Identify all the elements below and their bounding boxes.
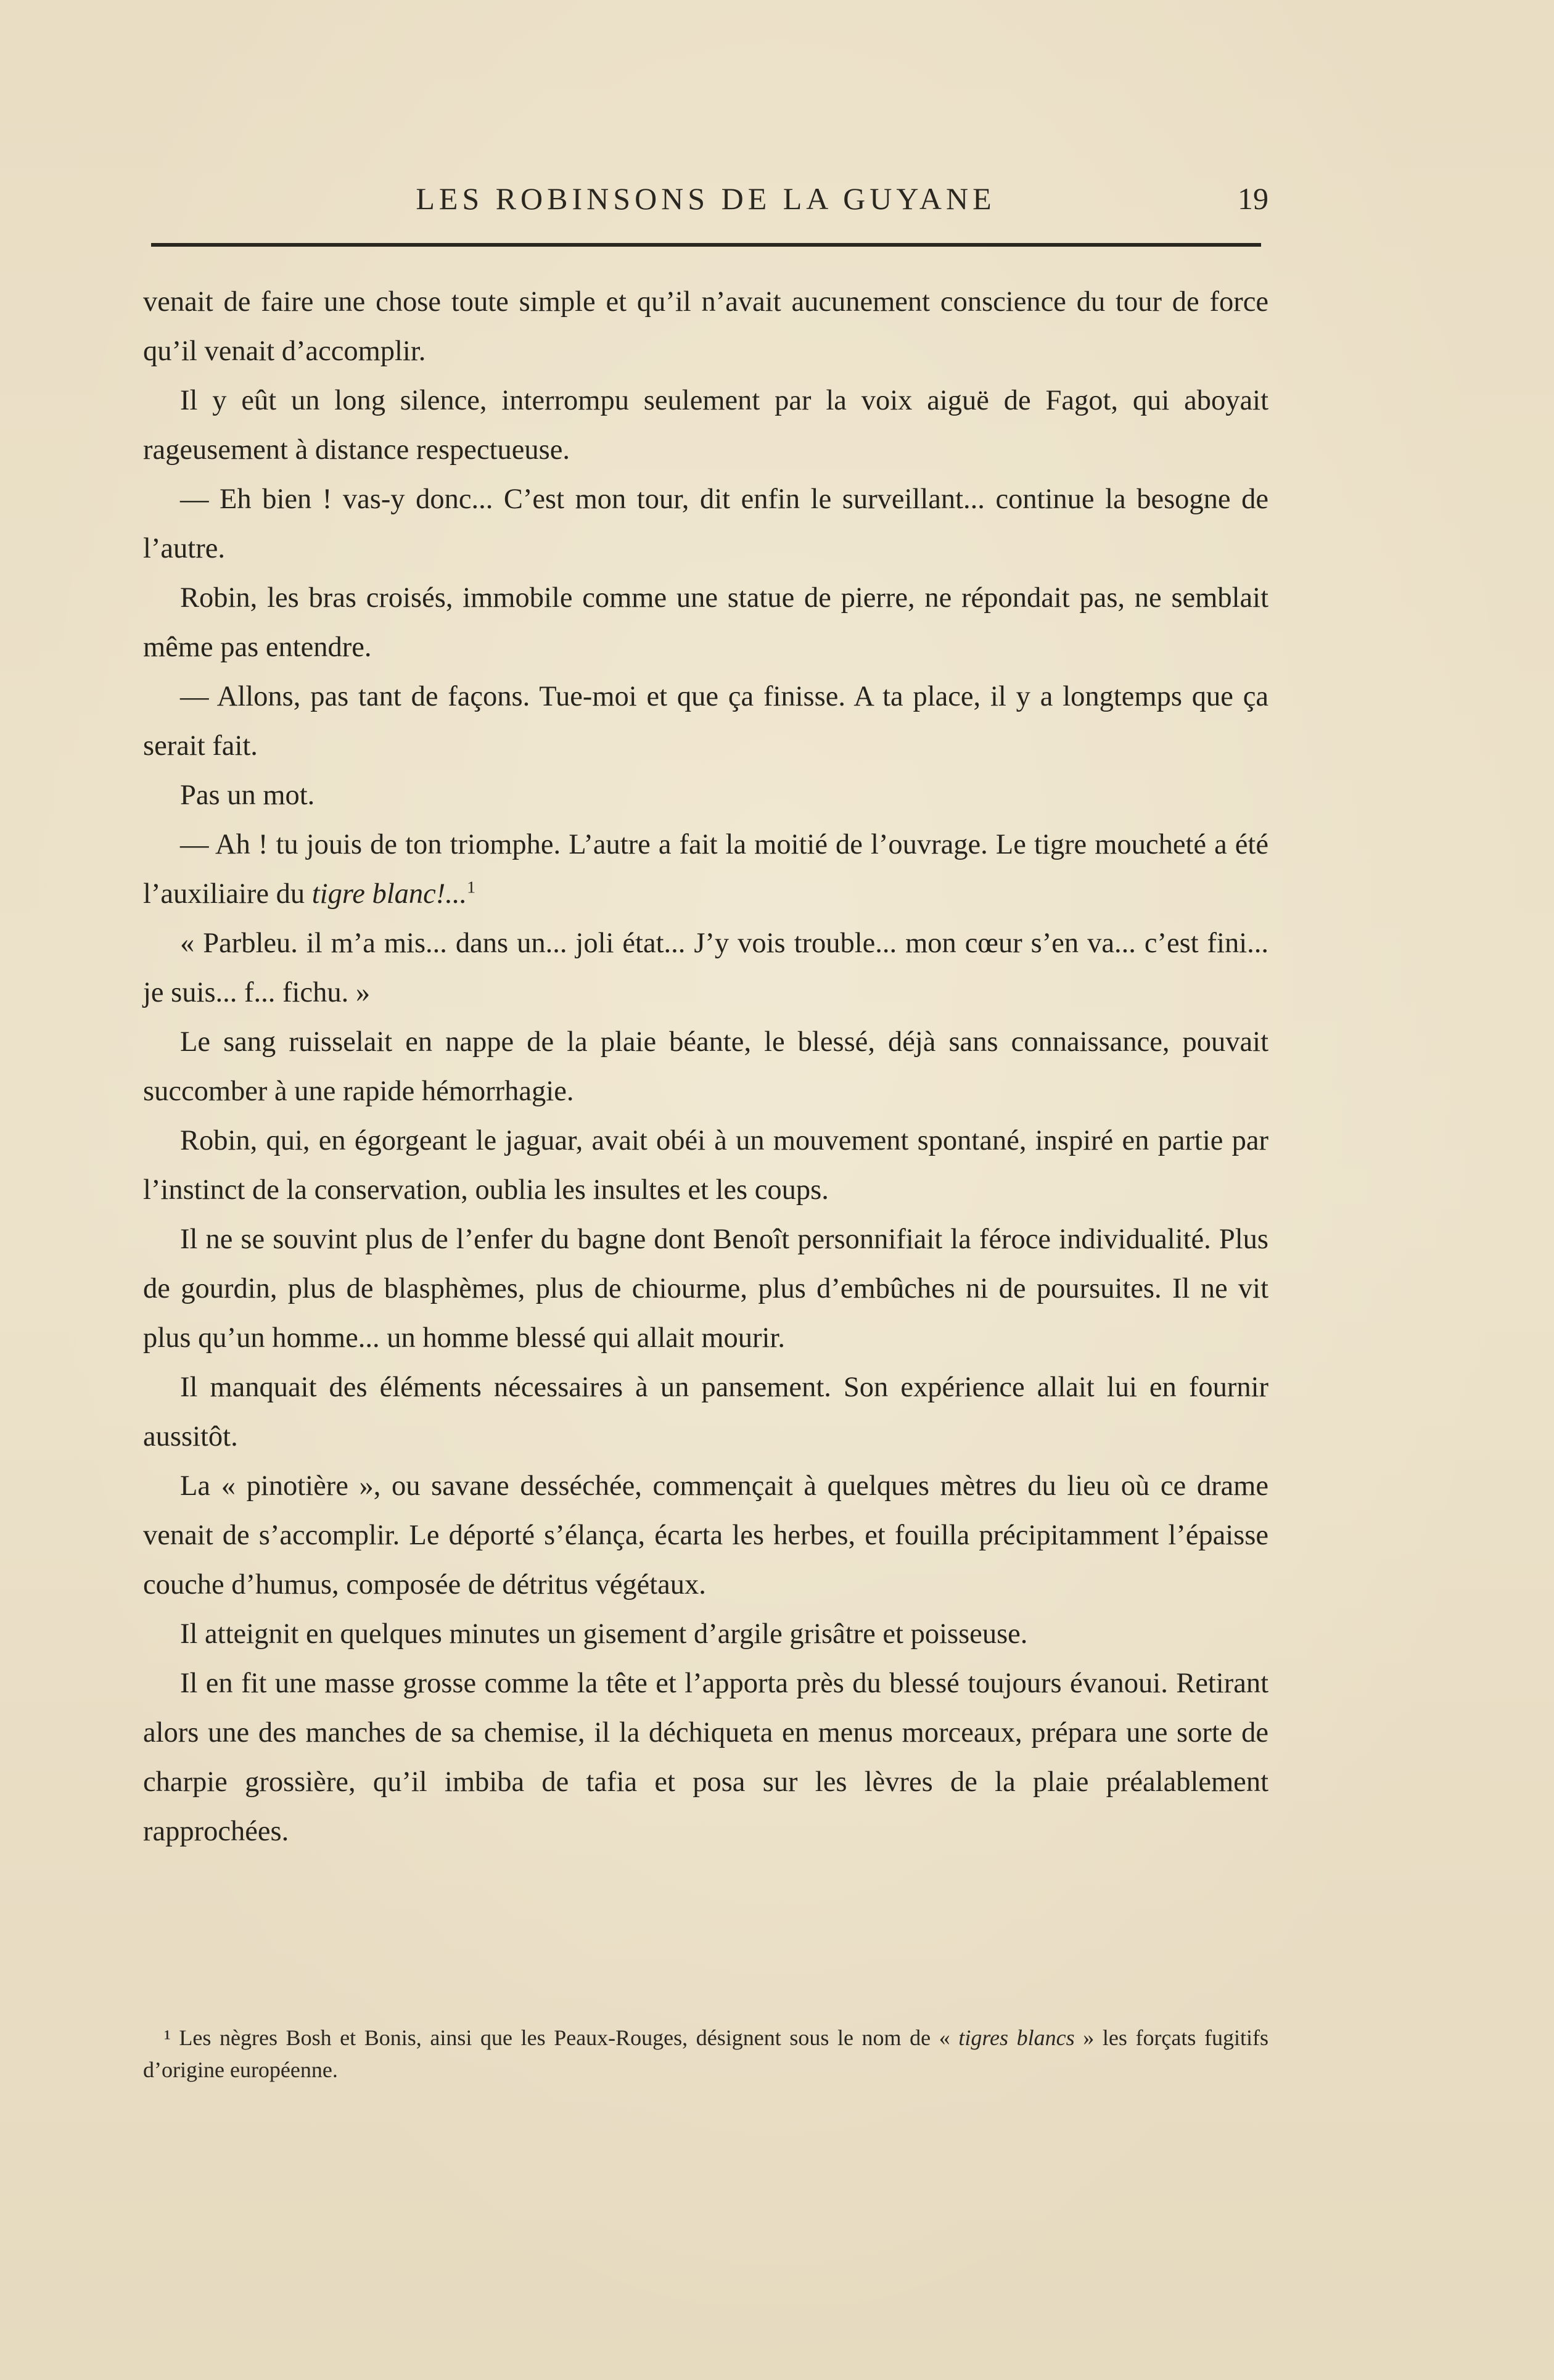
paragraph: Pas un mot.: [180, 780, 315, 811]
paragraph: [143, 820, 1268, 919]
footnote-italic: tigres blancs: [958, 2025, 1075, 2050]
paragraph: Le sang ruisselait en nappe de la plaie béante, le blessé, déjà sans connaissance, pouvait succomber à une rapide hémorrhagie.: [143, 1026, 1268, 1107]
paragraph: Il manquait des éléments nécessaires à un pansement. Son expérience allait lui en fournir aussitôt.: [143, 1372, 1268, 1452]
paragraph-text: — Ah ! tu jouis de ton triomphe. L’autre a fait la moitié de l’ouvrage. Le tigre moucheté a été l’auxiliaire du: [143, 829, 1268, 910]
paragraph: Robin, les bras croisés, immobile comme une statue de pierre, ne répondait pas, ne semblait même pas entendre.: [143, 582, 1268, 663]
footnote-marker: ¹: [164, 2025, 171, 2050]
footnote-text-before: Les nègres Bosh et Bonis, ainsi que les Peaux-Rouges, désignent sous le nom de «: [179, 2025, 959, 2050]
paragraph: Il atteignit en quelques minutes un gisement d’argile grisâtre et poisseuse.: [180, 1618, 1028, 1650]
footnote-text: [143, 2022, 1268, 2086]
running-title: LES ROBINSONS DE LA GUYANE: [416, 181, 996, 216]
paragraph: Il y eût un long silence, interrompu seulement par la voix aiguë de Fagot, qui aboyait rageusement à distance respectueuse.: [143, 385, 1268, 466]
paragraph: Il en fit une masse grosse comme la tête et l’apporta près du blessé toujours évanoui. Retirant alors une des manches de sa chemise, il la déchiqueta en menus morceaux, prépara une sorte de charpie grossière, qu’il imbiba de tafia et posa sur les lèvres de la plaie préalablement rapprochées.: [143, 1668, 1268, 1847]
page-number: 19: [1238, 181, 1268, 216]
italic-suffix: !...: [435, 878, 467, 910]
header-rule: [151, 243, 1261, 247]
page-header: [143, 176, 1268, 225]
paragraph: — Allons, pas tant de façons. Tue-moi et que ça finisse. A ta place, il y a longtemps que ça serait fait.: [143, 681, 1268, 762]
paragraph: Robin, qui, en égorgeant le jaguar, avait obéi à un mouvement spontané, inspiré en partie par l’instinct de la conservation, oublia les insultes et les coups.: [143, 1125, 1268, 1206]
italic-phrase: tigre blanc: [311, 878, 436, 910]
footnote: [143, 2022, 1268, 2086]
footnote-text-after: » les forçats fugitifs d’origine européenne.: [143, 2025, 1269, 2082]
paragraph: « Parbleu. il m’a mis... dans un... joli état... J’y vois trouble... mon cœur s’en va... c’est fini... je suis... f... fichu. »: [143, 928, 1268, 1008]
paragraph: Il ne se souvint plus de l’enfer du bagne dont Benoît personnifiait la féroce individualité. Plus de gourdin, plus de blasphèmes, plus de chiourme, plus d’embûches ni de poursuites. Il ne vit plus qu’un homme... un homme blessé qui allait mourir.: [143, 1224, 1268, 1354]
paragraph: La « pinotière », ou savane desséchée, commençait à quelques mètres du lieu où ce drame venait de s’accomplir. Le déporté s’élança, écarta les herbes, et fouilla précipitamment l’épaisse couche d’humus, composée de détritus végétaux.: [143, 1470, 1268, 1600]
body-text: [143, 278, 1268, 1856]
footnote-reference: 1: [467, 878, 476, 897]
paragraph: — Eh bien ! vas-y donc... C’est mon tour, dit enfin le surveillant... continue la besogne de l’autre.: [143, 484, 1268, 564]
paragraph: venait de faire une chose toute simple et qu’il n’avait aucunement conscience du tour de force qu’il venait d’accomplir.: [143, 286, 1268, 367]
